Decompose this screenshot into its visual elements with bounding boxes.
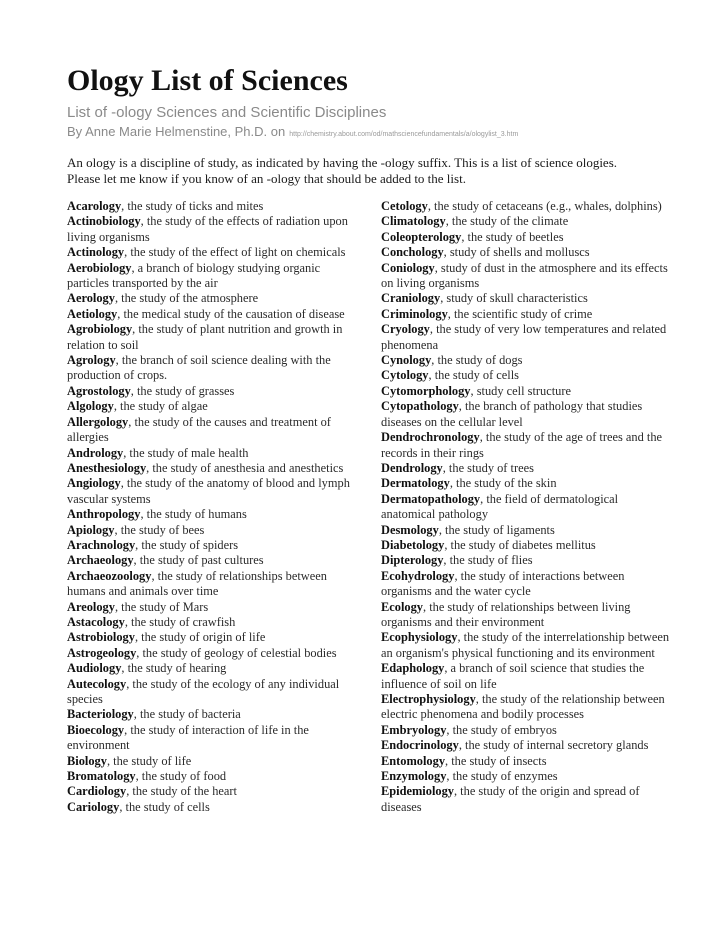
- source-url: http://chemistry.about.com/od/mathsciencefundamentals/a/ologylist_3.htm: [289, 131, 519, 138]
- glossary-entry: [381, 784, 671, 815]
- entry-definition: , the study of bacteria: [133, 707, 241, 722]
- glossary-entry: [67, 600, 357, 615]
- byline: [67, 124, 518, 143]
- entry-definition: , the study of diabetes mellitus: [444, 537, 596, 552]
- entry-definition: , the study of crawfish: [124, 614, 236, 629]
- entry-term: Astacology: [67, 614, 125, 629]
- entry-term: Entomology: [381, 753, 446, 768]
- glossary-entry: [67, 646, 357, 661]
- entry-definition: , the field of dermatological anatomical pathology: [381, 491, 619, 522]
- entry-term: Cytomorphology: [381, 383, 471, 398]
- glossary-entry: [381, 307, 671, 322]
- entry-definition: , the study of ligaments: [438, 522, 555, 537]
- entry-term: Biology: [67, 753, 107, 768]
- entry-term: Cytopathology: [381, 399, 459, 414]
- entry-definition: , the study of the skin: [449, 476, 557, 491]
- glossary-entry: [67, 291, 357, 306]
- entry-definition: , the study of cells: [428, 368, 520, 383]
- entry-definition: , the medical study of the causation of disease: [117, 306, 345, 321]
- right-column: [381, 199, 671, 815]
- entry-definition: , study cell structure: [470, 383, 571, 398]
- entry-definition: , the study of hearing: [121, 661, 227, 676]
- entry-definition: , the study of the effects of radiation upon living organisms: [67, 214, 348, 244]
- glossary-entry: [381, 322, 671, 353]
- glossary-entry: [67, 707, 357, 722]
- glossary-entry: [381, 630, 671, 661]
- entry-definition: , the study of trees: [442, 460, 534, 475]
- entry-term: Craniology: [381, 291, 441, 306]
- glossary-entry: [381, 430, 671, 461]
- entry-term: Dendrochronology: [381, 430, 480, 445]
- glossary-entry: [67, 677, 357, 708]
- entry-definition: , the study of relationships between humans and animals over time: [67, 568, 327, 599]
- entry-definition: , the scientific study of crime: [447, 306, 593, 321]
- entry-term: Archaeozoology: [67, 568, 152, 583]
- entry-term: Astrogeology: [67, 645, 137, 660]
- glossary-entry: [67, 446, 357, 461]
- entry-term: Agrostology: [67, 383, 131, 398]
- entry-definition: , the study of past cultures: [133, 553, 264, 568]
- glossary-entry: [381, 769, 671, 784]
- glossary-entry: [381, 261, 671, 292]
- entry-definition: , the study of origin of life: [134, 630, 266, 645]
- glossary-entry: [381, 661, 671, 692]
- entry-term: Anesthesiology: [67, 460, 147, 475]
- entry-definition: , the study of enzymes: [446, 769, 558, 784]
- entry-definition: , the study of algae: [113, 399, 208, 414]
- entry-definition: , the study of embryos: [446, 722, 557, 737]
- glossary-entry: [67, 399, 357, 414]
- glossary-entry: [67, 523, 357, 538]
- entry-definition: , the study of flies: [443, 553, 533, 568]
- glossary-entry: [381, 523, 671, 538]
- entry-definition: , the study of dogs: [431, 353, 523, 368]
- glossary-entry: [67, 261, 357, 292]
- glossary-entry: [381, 692, 671, 723]
- entry-term: Cetology: [381, 199, 428, 213]
- entry-term: Actinobiology: [67, 214, 141, 229]
- glossary-entry: [381, 199, 671, 214]
- entry-definition: , the study of grasses: [130, 383, 235, 398]
- entry-term: Desmology: [381, 522, 439, 537]
- entry-term: Embryology: [381, 722, 447, 737]
- entry-definition: , the study of interactions between organisms and the water cycle: [381, 568, 625, 599]
- glossary-entry: [67, 199, 357, 214]
- entry-definition: , the study of cetaceans (e.g., whales, dolphins): [427, 199, 662, 213]
- entry-term: Anthropology: [67, 507, 141, 522]
- entry-term: Aerology: [67, 291, 115, 306]
- entry-definition: , the study of the ecology of any individual species: [67, 676, 340, 706]
- entry-definition: , the study of life: [106, 753, 192, 768]
- entry-definition: , the study of geology of celestial bodies: [136, 645, 337, 660]
- entry-definition: , the study of the heart: [126, 784, 237, 799]
- entry-definition: , the study of the climate: [445, 214, 569, 229]
- entry-term: Arachnology: [67, 537, 136, 552]
- entry-definition: , the study of insects: [445, 753, 547, 768]
- entry-definition: , the study of the age of trees and the records in their rings: [381, 430, 663, 460]
- page-subtitle: List of -ology Sciences and Scientific Disciplines: [67, 104, 387, 121]
- glossary-entry: [67, 307, 357, 322]
- entry-term: Dermatology: [381, 476, 450, 491]
- entry-definition: , the study of very low temperatures and related phenomena: [381, 322, 667, 352]
- entry-term: Acarology: [67, 199, 122, 213]
- entry-definition: , study of shells and molluscs: [443, 245, 590, 260]
- glossary-entry: [381, 476, 671, 491]
- entry-term: Agrobiology: [67, 322, 133, 337]
- glossary-entry: [67, 322, 357, 353]
- entry-term: Aerobiology: [67, 260, 132, 275]
- glossary-entry: [67, 384, 357, 399]
- glossary-entry: [381, 245, 671, 260]
- entry-term: Diabetology: [381, 537, 445, 552]
- glossary-entry: [381, 399, 671, 430]
- entry-term: Electrophysiology: [381, 692, 476, 706]
- entry-definition: , the study of the effect of light on chemicals: [124, 245, 346, 260]
- entry-term: Edaphology: [381, 661, 445, 676]
- entry-term: Actinology: [67, 245, 125, 260]
- entry-term: Dipterology: [381, 553, 444, 568]
- entry-term: Dermatopathology: [381, 491, 481, 506]
- entry-term: Algology: [67, 399, 114, 414]
- entry-definition: , the study of ticks and mites: [121, 199, 264, 213]
- entry-definition: , the study of bees: [114, 522, 205, 537]
- entry-term: Astrobiology: [67, 630, 135, 645]
- entry-term: Agrology: [67, 353, 116, 368]
- entry-term: Cariology: [67, 799, 120, 814]
- entry-term: Allergology: [67, 414, 129, 429]
- entry-term: Bacteriology: [67, 707, 134, 722]
- glossary-entry: [381, 754, 671, 769]
- entry-term: Climatology: [381, 214, 446, 229]
- entry-term: Audiology: [67, 661, 122, 676]
- glossary-entry: [381, 553, 671, 568]
- entry-term: Conchology: [381, 245, 444, 260]
- entry-definition: , study of skull characteristics: [440, 291, 588, 306]
- glossary-entry: [381, 214, 671, 229]
- glossary-entry: [67, 754, 357, 769]
- glossary-entry: [381, 461, 671, 476]
- entry-term: Coleopterology: [381, 229, 462, 244]
- entry-definition: , the branch of pathology that studies diseases on the cellular level: [381, 399, 643, 429]
- glossary-entry: [67, 784, 357, 799]
- entry-term: Ecohydrology: [381, 568, 455, 583]
- entry-definition: , the study of male health: [123, 445, 249, 460]
- glossary-entry: [67, 461, 357, 476]
- entry-term: Cytology: [381, 368, 429, 383]
- entry-term: Angiology: [67, 476, 121, 491]
- glossary-entry: [67, 245, 357, 260]
- glossary-entry: [67, 723, 357, 754]
- entry-definition: , the study of the anatomy of blood and lymph vascular systems: [67, 476, 350, 506]
- entry-term: Andrology: [67, 445, 124, 460]
- entry-term: Dendrology: [381, 460, 443, 475]
- entry-definition: , the study of the relationship between electric phenomena and bodily processes: [381, 692, 665, 722]
- entry-definition: , the study of the causes and treatment of allergies: [67, 414, 331, 445]
- entry-definition: , the study of cells: [119, 799, 210, 814]
- entry-term: Enzymology: [381, 769, 447, 784]
- glossary-entry: [381, 368, 671, 383]
- entry-term: Bromatology: [67, 769, 136, 784]
- author-line: By Anne Marie Helmenstine, Ph.D. on: [67, 124, 286, 139]
- glossary-entry: [381, 569, 671, 600]
- glossary-entry: [67, 661, 357, 676]
- entry-term: Areology: [67, 599, 115, 614]
- entry-definition: , a branch of soil science that studies the influence of soil on life: [381, 661, 645, 691]
- glossary-entry: [67, 569, 357, 600]
- glossary-entry: [381, 538, 671, 553]
- intro-paragraph: An ology is a discipline of study, as indicated by having the -ology suffix. This is a list of science ologies. Please let me know if you know of an -ology that should be added to the list.: [67, 155, 618, 186]
- entry-definition: , the study of food: [135, 769, 227, 784]
- entry-term: Cynology: [381, 353, 432, 368]
- entry-term: Autecology: [67, 676, 127, 691]
- glossary-entry: [381, 600, 671, 631]
- glossary-entry: [381, 230, 671, 245]
- glossary-entry: [67, 476, 357, 507]
- entry-term: Ecophysiology: [381, 630, 458, 645]
- glossary-entry: [381, 291, 671, 306]
- glossary-entry: [381, 384, 671, 399]
- entry-term: Cryology: [381, 322, 430, 337]
- entry-term: Criminology: [381, 306, 448, 321]
- entry-term: Archaeology: [67, 553, 134, 568]
- glossary-entry: [67, 800, 357, 815]
- entry-term: Apiology: [67, 522, 115, 537]
- entry-definition: , the study of plant nutrition and growth in relation to soil: [67, 322, 343, 352]
- entry-definition: , the study of the interrelationship between an organism's physical functioning and its environment: [381, 630, 670, 660]
- glossary-entry: [381, 738, 671, 753]
- entry-definition: , the study of the origin and spread of diseases: [381, 784, 640, 814]
- entry-definition: , the study of spiders: [135, 537, 239, 552]
- glossary-entry: [67, 415, 357, 446]
- glossary-entry: [67, 615, 357, 630]
- entry-definition: , study of dust in the atmosphere and its effects on living organisms: [381, 260, 668, 291]
- entry-definition: , the study of beetles: [461, 229, 564, 244]
- glossary-entry: [67, 353, 357, 384]
- glossary-entry: [381, 723, 671, 738]
- entry-term: Endocrinology: [381, 738, 459, 753]
- glossary-entry: [67, 630, 357, 645]
- glossary-entry: [67, 214, 357, 245]
- glossary-entry: [67, 507, 357, 522]
- entry-definition: , the study of humans: [140, 507, 247, 522]
- entry-definition: , the study of internal secretory glands: [458, 738, 649, 753]
- entry-definition: , the study of relationships between living organisms and their environment: [381, 599, 631, 629]
- entry-term: Epidemiology: [381, 784, 454, 799]
- entry-definition: , the branch of soil science dealing with the production of crops.: [67, 353, 331, 383]
- entry-definition: , the study of anesthesia and anesthetics: [146, 460, 344, 475]
- page-title: Ology List of Sciences: [67, 64, 348, 97]
- entry-definition: , the study of interaction of life in the environment: [67, 722, 309, 753]
- entry-term: Bioecology: [67, 722, 125, 737]
- glossary-entry: [67, 553, 357, 568]
- entry-term: Aetiology: [67, 306, 118, 321]
- glossary-entry: [67, 538, 357, 553]
- glossary-entry: [67, 769, 357, 784]
- entry-term: Coniology: [381, 260, 435, 275]
- entry-term: Ecology: [381, 599, 423, 614]
- entry-term: Cardiology: [67, 784, 127, 799]
- entry-definition: , a branch of biology studying organic particles transported by the air: [67, 260, 321, 291]
- glossary-entry: [381, 353, 671, 368]
- entry-definition: , the study of the atmosphere: [114, 291, 259, 306]
- entry-definition: , the study of Mars: [114, 599, 209, 614]
- glossary-entry: [381, 492, 671, 523]
- left-column: [67, 199, 357, 815]
